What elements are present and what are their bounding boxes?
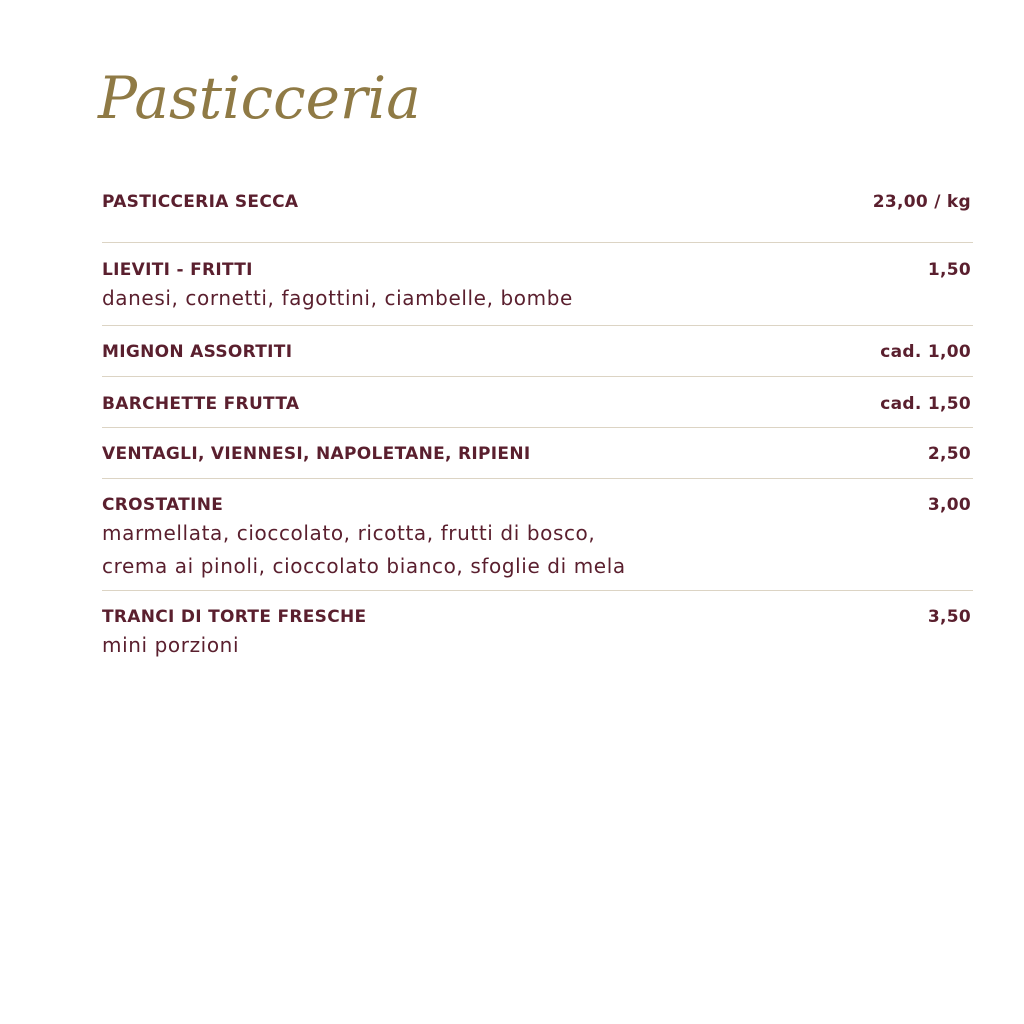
page-title: Pasticceria xyxy=(98,64,421,132)
menu-item-price: cad. 1,00 xyxy=(880,342,971,362)
menu-item-description-line-2: crema ai pinoli, cioccolato bianco, sfoglie di mela xyxy=(102,554,626,578)
menu-item-name: CROSTATINE xyxy=(102,495,224,515)
menu-item-name: LIEVITI - FRITTI xyxy=(102,260,253,280)
menu-list xyxy=(102,192,973,671)
menu-item-price: 1,50 xyxy=(927,260,971,280)
menu-item-description: marmellata, cioccolato, ricotta, frutti di bosco, xyxy=(102,521,596,545)
menu-item-price: 2,50 xyxy=(927,444,971,464)
menu-item-row xyxy=(102,428,973,464)
menu-item xyxy=(102,428,973,479)
menu-item xyxy=(102,479,973,591)
menu-item xyxy=(102,591,973,671)
menu-item-name: BARCHETTE FRUTTA xyxy=(102,394,300,414)
menu-item-row xyxy=(102,479,973,515)
menu-item-price: 23,00 / kg xyxy=(872,192,971,212)
menu-item xyxy=(102,192,973,243)
menu-page xyxy=(98,58,973,671)
menu-item-price: 3,50 xyxy=(927,607,971,627)
menu-item-row xyxy=(102,326,973,362)
menu-item-description: mini porzioni xyxy=(102,633,240,657)
menu-item xyxy=(102,326,973,377)
menu-item-name: TRANCI DI TORTE FRESCHE xyxy=(102,607,367,627)
menu-item-row xyxy=(102,243,973,280)
menu-item-name: MIGNON ASSORTITI xyxy=(102,342,293,362)
menu-item-description: danesi, cornetti, fagottini, ciambelle, bombe xyxy=(102,286,573,310)
menu-item xyxy=(102,243,973,326)
menu-item-price: 3,00 xyxy=(927,495,971,515)
menu-item-row xyxy=(102,377,973,414)
menu-item-row xyxy=(102,192,973,212)
menu-item-price: cad. 1,50 xyxy=(880,394,971,414)
menu-item-row xyxy=(102,591,973,627)
menu-item xyxy=(102,377,973,428)
menu-item-name: VENTAGLI, VIENNESI, NAPOLETANE, RIPIENI xyxy=(102,444,531,464)
menu-item-name: PASTICCERIA SECCA xyxy=(102,192,299,212)
